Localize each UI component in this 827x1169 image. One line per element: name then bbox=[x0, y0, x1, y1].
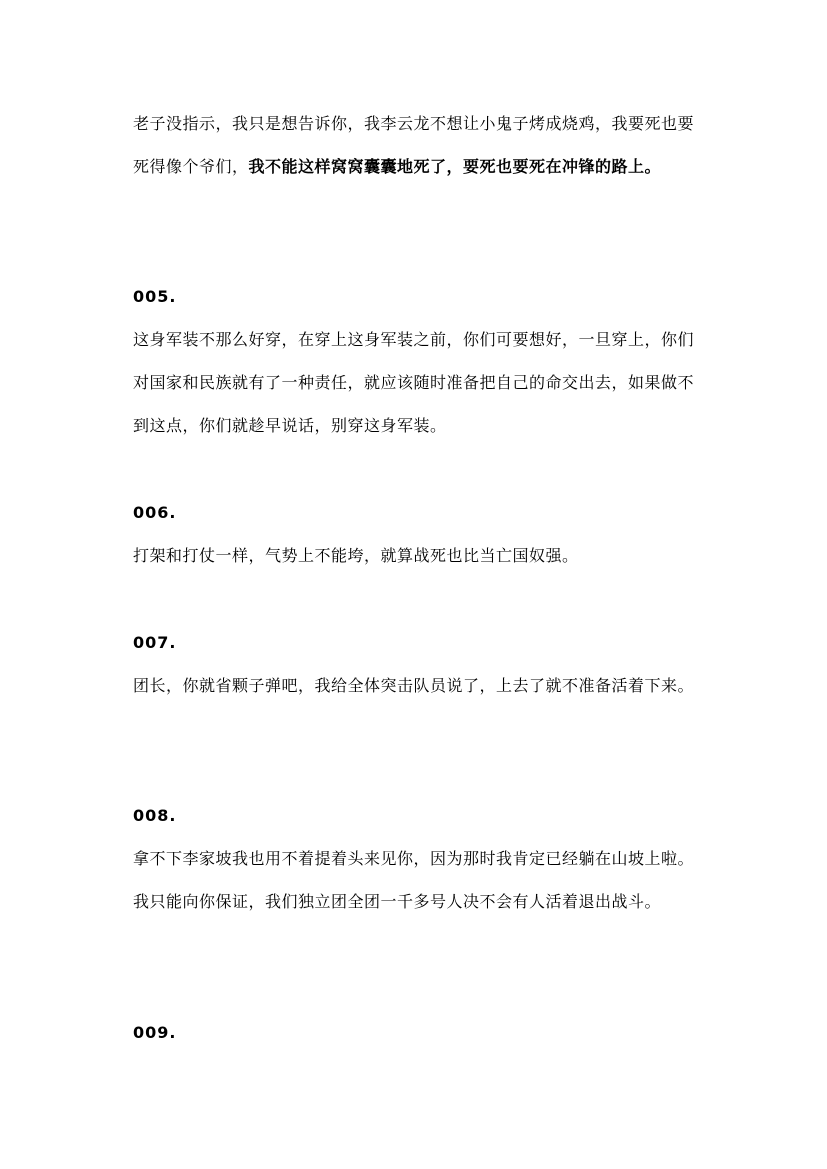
section-number-006: 006. bbox=[133, 503, 177, 522]
quote-paragraph-005: 这身军装不那么好穿，在穿上这身军装之前，你们可要想好，一旦穿上，你们对国家和民族就有了一种责任，就应该随时准备把自己的命交出去，如果做不到这点，你们就趁早说话，别穿这身军装。 bbox=[133, 330, 695, 435]
quote-paragraph-007: 团长，你就省颗子弹吧，我给全体突击队员说了，上去了就不准备活着下来。 bbox=[133, 676, 695, 695]
quote-paragraph-004 bbox=[133, 102, 703, 188]
section-number-005: 005. bbox=[133, 287, 177, 306]
quote-paragraph-008: 拿不下李家坡我也用不着提着头来见你，因为那时我肯定已经躺在山坡上啦。我只能向你保证，我们独立团全团一千多号人决不会有人活着退出战斗。 bbox=[133, 849, 695, 911]
quote-paragraph-006: 打架和打仗一样，气势上不能垮，就算战死也比当亡国奴强。 bbox=[133, 546, 579, 565]
section-number-008: 008. bbox=[133, 806, 177, 825]
section-number-009: 009. bbox=[133, 1023, 177, 1042]
quote-text-bold: 我不能这样窝窝囊囊地死了，要死也要死在冲锋的路上。 bbox=[248, 157, 662, 176]
quote-text: 老子没指示，我只是想告诉你，我李云龙不想让小鬼子烤成烧鸡，我要死也要死得像个爷们， bbox=[133, 114, 695, 176]
section-number-007: 007. bbox=[133, 633, 177, 652]
